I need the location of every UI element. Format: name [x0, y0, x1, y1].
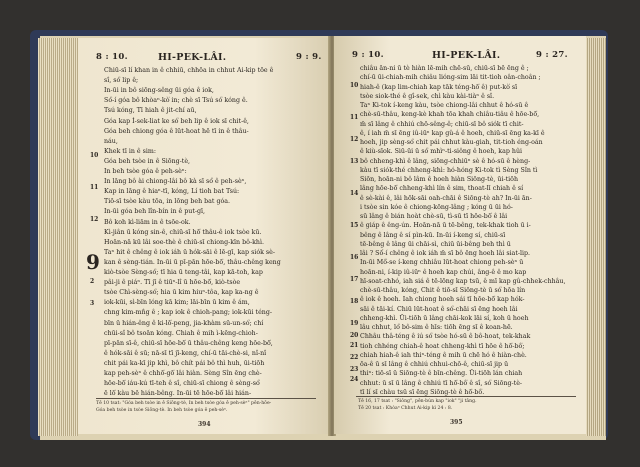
- text-line: ê iok ê hoeh. Iah chiong hoeh sái tī hōe-bō͘ kap hók-: [360, 296, 525, 304]
- text-line: Taⁿ Ki-tok í-keng kàu, tsòe chiong-lâi chhut ê hó-sū ê: [360, 102, 529, 109]
- text-line: hōe-bō͘ iáu-kú tī-teh ê sî, chiū-sī chiong ê sèng-só͘: [104, 380, 260, 388]
- text-line: In-ūi in bô siōng-sêng ūi góa ê iok,: [104, 87, 214, 95]
- text-line: kiò-tsòe Sèng-só͘; tī hia ū teng-tâi, kap kā-toh, kap: [104, 269, 263, 276]
- right-verse-number: 22: [350, 354, 359, 361]
- text-line: ê kiù-sīok. Siū-ūi ū só͘ mhìⁿ-ti-siông ê hoeh, kap hûi: [360, 148, 523, 156]
- text-line: Chiū-sī lí khan in ê chhiū, chhōa in chhut Ai-kip tōe ê: [104, 67, 274, 74]
- page-edges-left: [38, 38, 78, 436]
- right-footnote: Tē 20 tsat : Khòaⁿ Chhut Ai-kip kì 24 : 8.: [358, 406, 453, 411]
- right-verse-number: 16: [350, 254, 359, 261]
- text-line: sū lâng ê bián hoàt chè-sū, tì-sū tī hōe-bō͘ ê lâi: [360, 213, 508, 220]
- right-verse-number: 13: [350, 158, 359, 165]
- text-line: Só͘-í góa bô khòaⁿ-kò͘ in; chè sī Tsú só͘ kóng ê.: [104, 97, 248, 105]
- text-line: chheng-khì. Ūi-tiōh ū lâng chāi-kok lāi sí, koh ū hoeh: [360, 314, 529, 322]
- right-verse-number: 18: [350, 298, 359, 305]
- left-header-chapter-end: 9 : 9.: [296, 52, 322, 62]
- text-line: ê hók-sāi ê sū; nā-sī tī jī-keng, chí-ū tāi-chè-si, nî-nî: [104, 349, 267, 357]
- text-line: bīn ū hián-êng ê ki-lō͘-peng, jia-khàm sū-un-só͘; chí: [104, 319, 264, 327]
- text-line: Taⁿ hit ê chêng ê iok iáh ū hók-sāi ê lē-gī, kap siók sè-: [104, 248, 276, 256]
- right-verse-number: 15: [350, 222, 359, 229]
- text-line: chhut: ū sī ū lâng ê chhiú tī hō͘-bô͘ ê sî, só͘ Siōng-tè-: [360, 379, 523, 387]
- right-verse-number: 24: [350, 376, 359, 383]
- text-line: Khek tī in ê sim:: [104, 147, 156, 155]
- text-line: ê, í iah m̄ sī ēng iû-iūⁿ kap gû-á ê hoeh, chiū-sī ēng ka-kī ê: [360, 129, 545, 137]
- text-line: Kì-jiân ū kóng sin-ê, chiū-sī hō͘ thâu-ê iok tsòe kū.: [104, 228, 262, 236]
- footnote-rule: [96, 398, 316, 399]
- right-header-chapter-start: 9 : 10.: [352, 50, 384, 60]
- right-footnote: Tē 16, 17 tsat : "Siông", pēn-bún kap "iok" "ji tāng.: [358, 399, 477, 404]
- text-line: lâi ? Số-í chêng ê iok iáh m̄ sī bô ēng hoeh lâi siat-lip.: [360, 250, 531, 257]
- text-line: hoeh, jip sèng-só͘ chit pái chhut kàu-giah, tit-tioh éng-oán: [360, 139, 543, 146]
- text-line: lâu chhut, ló͘ bô-sim ê hīs: tiōh ēng sī ê koan-hē.: [360, 324, 513, 331]
- text-line: kap peh-sèⁿ ê chhō͘-gō͘ lâi hiàn. Sèng Sîn ēng chè-: [104, 370, 262, 377]
- text-line: m̄ sī lâng ê chhiú chō-sêng-ê; chiū-sī bô siók tī chit-: [360, 120, 524, 128]
- text-line: In lāng bô ài chiong-lâi bô kà sī só͘ ê peh-sèⁿ,: [104, 178, 247, 186]
- text-line: Kap in lāng ê hiaⁿ-tī, kóng, Lí tioh bat Tsú:: [104, 188, 240, 196]
- footnote-rule: [356, 396, 576, 397]
- text-line: iok-kūi, sì-bīn lóng kā kim; lāi-bīn ū kim ê ám,: [104, 299, 250, 307]
- text-line: kàu tī siók-thé chheng-khì: hó-hóng Ki-tok tì Sèng Sîn tì: [360, 166, 538, 174]
- text-line: chit pái ka-kī jip khì, bô chít pái bô thì huh, ūi-tiōh: [104, 359, 265, 367]
- right-page-number: 395: [450, 419, 463, 426]
- text-line: Góa beh tsòe in ê Siōng-tè,: [104, 157, 191, 165]
- left-verse-number: 10: [90, 152, 99, 159]
- text-line: hī-soat-chhó, iah siá ê tē-lōng kap tsū, ê mī kap gû-chhek-chhâu,: [360, 277, 566, 285]
- right-header-title: HI-PEK-LÂI.: [432, 50, 501, 61]
- right-verse-number: 17: [350, 276, 359, 283]
- text-line: chūi-sî bô tsoān kóng. Chiah ê mih ì-kēng-chioh-: [104, 329, 258, 337]
- text-line: tī lí sī chàu tsū sī ēng Siōng-tè ê hō͘-bô͘.: [360, 388, 485, 396]
- text-line: Tiō-sī tsòe kàu tōa, in lōng beh bat góa.: [104, 198, 231, 206]
- page-edges-right: [586, 38, 606, 436]
- text-line: chí-ū ūi-chiah-mih chiâu lióng-sim lāi tit-tioh oân-choân ;: [360, 74, 541, 82]
- text-line: sāi ê tāi-kí. Chiū lūt-hoat ê só͘-chāi sī ēng hoeh lâi: [360, 305, 518, 313]
- text-line: chng kim-mn̂g ê ; kap iok ê chioh-pang; iok-kūi téng-: [104, 309, 273, 317]
- left-verse-number: 12: [90, 216, 99, 223]
- text-line: tsòe Chì-sèng-só͘; hia ū kim hiuⁿ-tôa, kap ka-ng ê: [104, 289, 259, 297]
- text-line: ē lō͘ kàu bē hián-bêng. In-ūi tē hōe-bō͘ lâi hián-: [104, 390, 252, 398]
- right-page: [334, 36, 586, 434]
- left-page: [78, 38, 330, 434]
- left-header-title: HI-PEK-LÂI.: [158, 52, 227, 63]
- right-verse-number: 20: [350, 332, 359, 339]
- text-line: Bô koh kì-liām in ê tsōe-ok.: [104, 218, 191, 226]
- text-line: bô chheng-khì ê lâng, siōng-chhiūⁿ sè ê hó-sū ê hèng-: [360, 157, 531, 165]
- text-line: tsòe siok-thé ê gî-sek, chì kàu kài-tiàⁿ ê sî.: [360, 92, 495, 100]
- right-verse-number: 10: [350, 82, 359, 89]
- left-footnote: Tē 10 tsat: "Góa beh tsòe in ê Siōng-tè, In beh tsòe góa ê peh-sèⁿ" pēn-hōe-: [96, 401, 272, 406]
- left-verse-number: 3: [90, 300, 95, 307]
- right-header-chapter-end: 9 : 27.: [536, 50, 568, 60]
- text-line: thiⁿ: tiō-sī ū Siōng-tè ê bīn-chêng. Ūi-tiōh lán chiah: [360, 370, 523, 378]
- text-line: Góa kap Í-sek-liat ke só͘ beh lip ê iok sī chit-ê,: [104, 117, 249, 125]
- left-verse-number: 11: [90, 184, 99, 191]
- text-line: tē-bêng ê lâng ūi chāi-sì, chiū ūi-bêng beh thì ū: [360, 240, 511, 248]
- text-line: In-ūi góa beh lîn-bín in ê put-gī,: [104, 208, 206, 216]
- right-verse-number: 19: [350, 320, 359, 327]
- text-line: hoān-ni, í-kip iû-iūⁿ ê hoeh kap chúi, âng-ê ê mo kap: [360, 268, 527, 276]
- text-line: chè-sū-thâu, kóng, Chit ê tiō-sī Siōng-tè ū só͘ hōa lín: [360, 287, 526, 294]
- text-line: ōa-ê ū sī lâng ê chhiú chhui-chō-ê, chiū-sī jip ū: [360, 361, 509, 368]
- text-line: chiâu ān-ni ū tè hiàn lē-mih chē-sū, chiū-sī bē ēng ê ;: [360, 65, 529, 72]
- text-line: sî, só͘ lip ê;: [104, 77, 139, 85]
- right-verse-number: 21: [350, 342, 359, 349]
- text-line: Siōn, hoān-ni bô lâm ê hoeh hiàn Siōng-tè, ūi-tiōh: [360, 176, 519, 183]
- text-line: ê sè-kài ê, lâi hōk-sāi oah-chāi ê Siōng-tè ah? In-ūi ān-: [360, 194, 532, 202]
- text-line: Tsú kóng, Tī hiah ê jit-chí aū,: [104, 107, 197, 115]
- text-line: i tsòe sin kóe ê chiong-kōng-lâng ; kóng ū ūi hó-: [360, 203, 513, 211]
- text-line: lâng hōe-bō͘ chheng-khì lín ê sim, thoat-lī chiah ê sí: [360, 185, 524, 193]
- text-line: bêng ê lâng ê sí pìn-kū. In-ūi í-keng sí, chiū-sī: [360, 231, 506, 239]
- text-line: chè-sū-thâu, keng-kè khah tōa khah chiâu-tiâu ê hōe-bō͘,: [360, 111, 540, 119]
- text-line: náu,: [104, 137, 118, 145]
- right-verse-number: 14: [350, 190, 359, 197]
- text-line: pī-pān sī-ê, chiū-sī hōe-bō͘ ū thâu-chêng keng hōe-bō͘,: [104, 339, 273, 347]
- left-footnote: Góa beh tsòe in tsòe Siōng-tè. In beh tsòe góa ê peh-sèⁿ.: [96, 408, 228, 413]
- text-line: kan ê sèng-tián. In-ūi ū pī-pān hōe-bō͘, thâu-chêng keng: [104, 258, 281, 266]
- left-header-chapter-start: 8 : 10.: [96, 52, 128, 62]
- text-line: pâi-ji ê piáⁿ. Tī jī ê tiūⁿ-lî ū hōe-bō͘, kiò-tsòe: [104, 279, 241, 287]
- right-verse-number: 11: [350, 114, 359, 121]
- text-line: Chhâu thâ-téng ê iú só͘ tsòe hó-sū ê bô-hoat, tek-khak: [360, 333, 531, 341]
- text-line: In-ūi Mô͘-se í-keng chhiâu lūt-hoat chiong peh-sèⁿ ū: [360, 259, 524, 267]
- text-line: Hoān-nā kū lâi soe-thè ê chiū-sī chiong-kīn bô-khì.: [104, 238, 264, 246]
- left-page-number: 394: [198, 421, 211, 428]
- text-line: chiah hiah-ê iah thiⁿ-téng ê mih ū chē hó ê hiàn-chè.: [360, 351, 527, 359]
- left-verse-number: 2: [90, 278, 95, 285]
- text-line: tioh chhéng chiah-ê hoat chheng-khì tī hōe ê hō͘-bô͘;: [360, 342, 525, 350]
- text-line: hiah-ê (kap lim-chiah kap tāk téng-hō͘ ê) put-kò͘ sī: [360, 83, 518, 91]
- right-verse-number: 23: [350, 366, 359, 373]
- right-verse-number: 12: [350, 136, 359, 143]
- text-line: ê giáp ê êng-ún. Hoān-nā ū tē-bêng, tek-khak tioh ū i-: [360, 222, 531, 230]
- text-line: In beh tsòe góa ê peh-sèⁿ:: [104, 168, 187, 175]
- chapter-number: 9: [86, 250, 100, 274]
- text-line: Góa beh chiong góa ê lūt-hoat hē tī in ê thâu-: [104, 127, 249, 135]
